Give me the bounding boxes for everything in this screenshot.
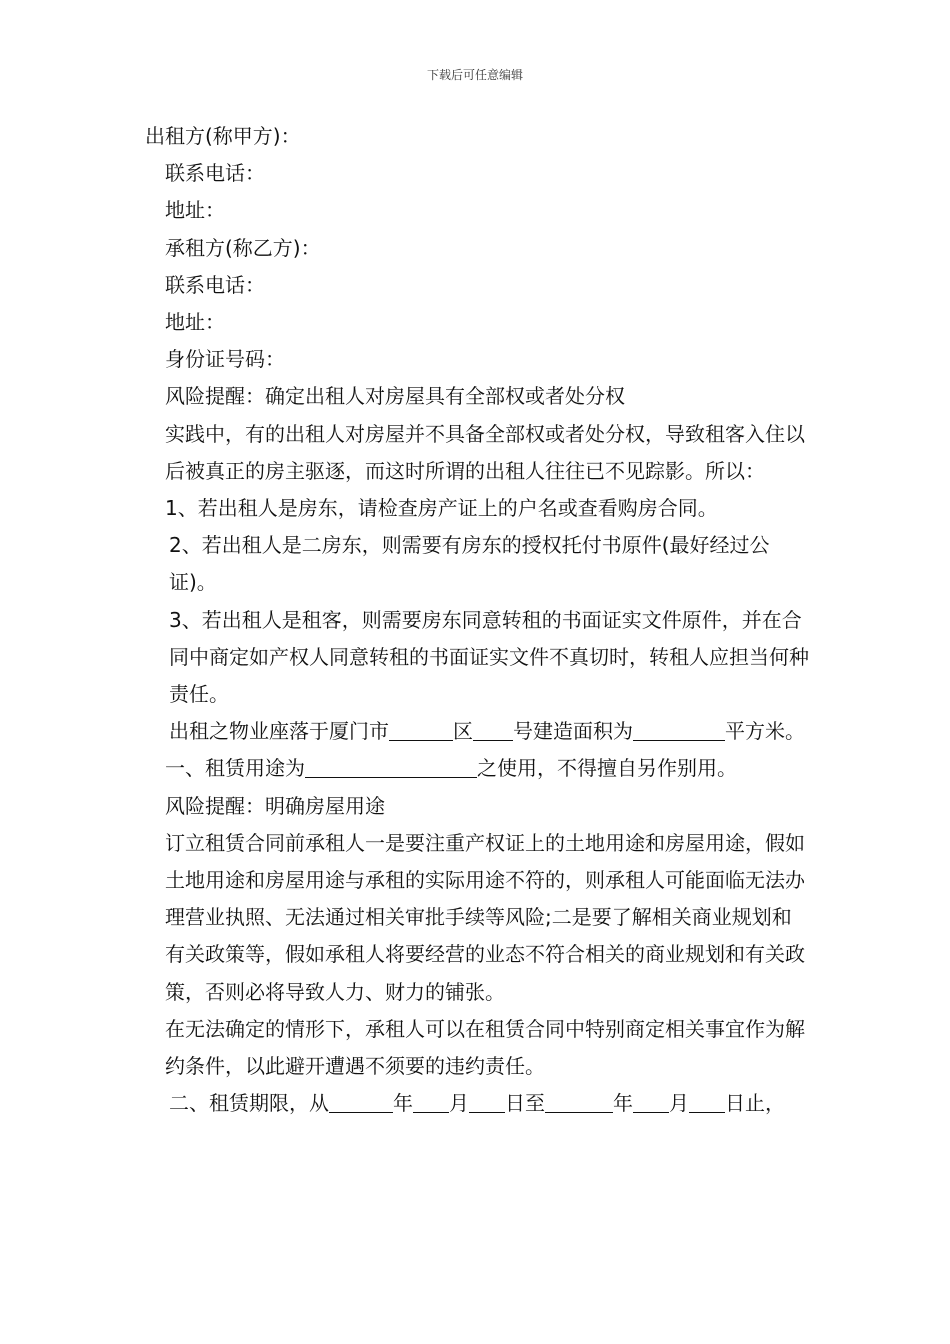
lessor-phone-label: 联系电话： xyxy=(165,161,265,186)
ownership-item-3: 3、若出租人是租客，则需要房东同意转租的书面证实文件原件，并在合同中商定如产权人同意转租的书面证实文件不真切时，转租人应担当何种责任。 xyxy=(169,607,809,707)
district-blank xyxy=(389,720,453,741)
lessee-phone-label: 联系电话： xyxy=(165,272,265,297)
area-blank xyxy=(633,720,725,741)
purpose-text-1: 一、租赁用途为 xyxy=(165,756,305,781)
contract-body xyxy=(145,118,810,1122)
term-text-1: 二、租赁期限，从 xyxy=(169,1091,329,1116)
ownership-item-2: 2、若出租人是二房东，则需要有房东的授权托付书原件(最好经过公证)。 xyxy=(169,533,770,595)
property-text-1: 出租之物业座落于厦门市 xyxy=(169,719,389,744)
risk-reminder-usage: 风险提醒：明确房屋用途 xyxy=(165,793,385,818)
number-blank xyxy=(473,720,513,741)
risk-reminder-ownership: 风险提醒：确定出租人对房屋具有全部权或者处分权 xyxy=(165,384,625,409)
lessee-address-label: 地址： xyxy=(165,310,225,335)
page-header: 下载后可任意编辑 xyxy=(426,68,523,82)
term-month-2: 月 xyxy=(669,1091,689,1116)
end-year-blank xyxy=(545,1092,613,1113)
lease-purpose-clause xyxy=(145,750,810,787)
term-year-1: 年 xyxy=(393,1091,413,1116)
end-day-blank xyxy=(689,1092,725,1113)
property-text-4: 平方米。 xyxy=(725,719,805,744)
usage-explanation: 订立租赁合同前承租人一是要注重产权证上的土地用途和房屋用途，假如土地用途和房屋用途与承租的实际用途不符的，则承租人可能面临无法办理营业执照、无法通过相关审批手续等风险;二是要了解相关商业规划和有关政策等，假如承租人将要经营的业态不符合相关的商业规划和有关政策，否则必将导致人力、财力的铺张。 xyxy=(165,830,805,1004)
term-day-end: 日止， xyxy=(725,1091,785,1116)
purpose-blank xyxy=(305,757,477,778)
term-year-2: 年 xyxy=(613,1091,633,1116)
termination-advice: 在无法确定的情形下，承租人可以在租赁合同中特别商定相关事宜作为解约条件，以此避开遭遇不须要的违约责任。 xyxy=(165,1016,805,1079)
lessor-label: 出租方(称甲方)： xyxy=(145,124,301,148)
start-day-blank xyxy=(469,1092,505,1113)
ownership-explanation: 实践中，有的出租人对房屋并不具备全部权或者处分权，导致租客入住以后被真正的房主驱逐，而这时所谓的出租人往往已不见踪影。所以： xyxy=(165,421,805,483)
lease-term-clause xyxy=(145,1085,810,1122)
purpose-text-2: 之使用，不得擅自另作别用。 xyxy=(477,756,737,781)
end-month-blank xyxy=(633,1092,669,1113)
term-month-1: 月 xyxy=(449,1091,469,1116)
term-day-to: 日至 xyxy=(505,1091,545,1116)
property-location-clause xyxy=(145,713,810,750)
id-number-label: 身份证号码： xyxy=(165,347,285,372)
property-text-3: 号建造面积为 xyxy=(513,719,633,744)
lessee-label: 承租方(称乙方)： xyxy=(165,235,321,260)
lessor-address-label: 地址： xyxy=(165,198,225,223)
start-year-blank xyxy=(329,1092,393,1113)
start-month-blank xyxy=(413,1092,449,1113)
property-text-2: 区 xyxy=(453,719,473,744)
ownership-item-1: 1、若出租人是房东，请检查房产证上的户名或查看购房合同。 xyxy=(165,496,718,521)
